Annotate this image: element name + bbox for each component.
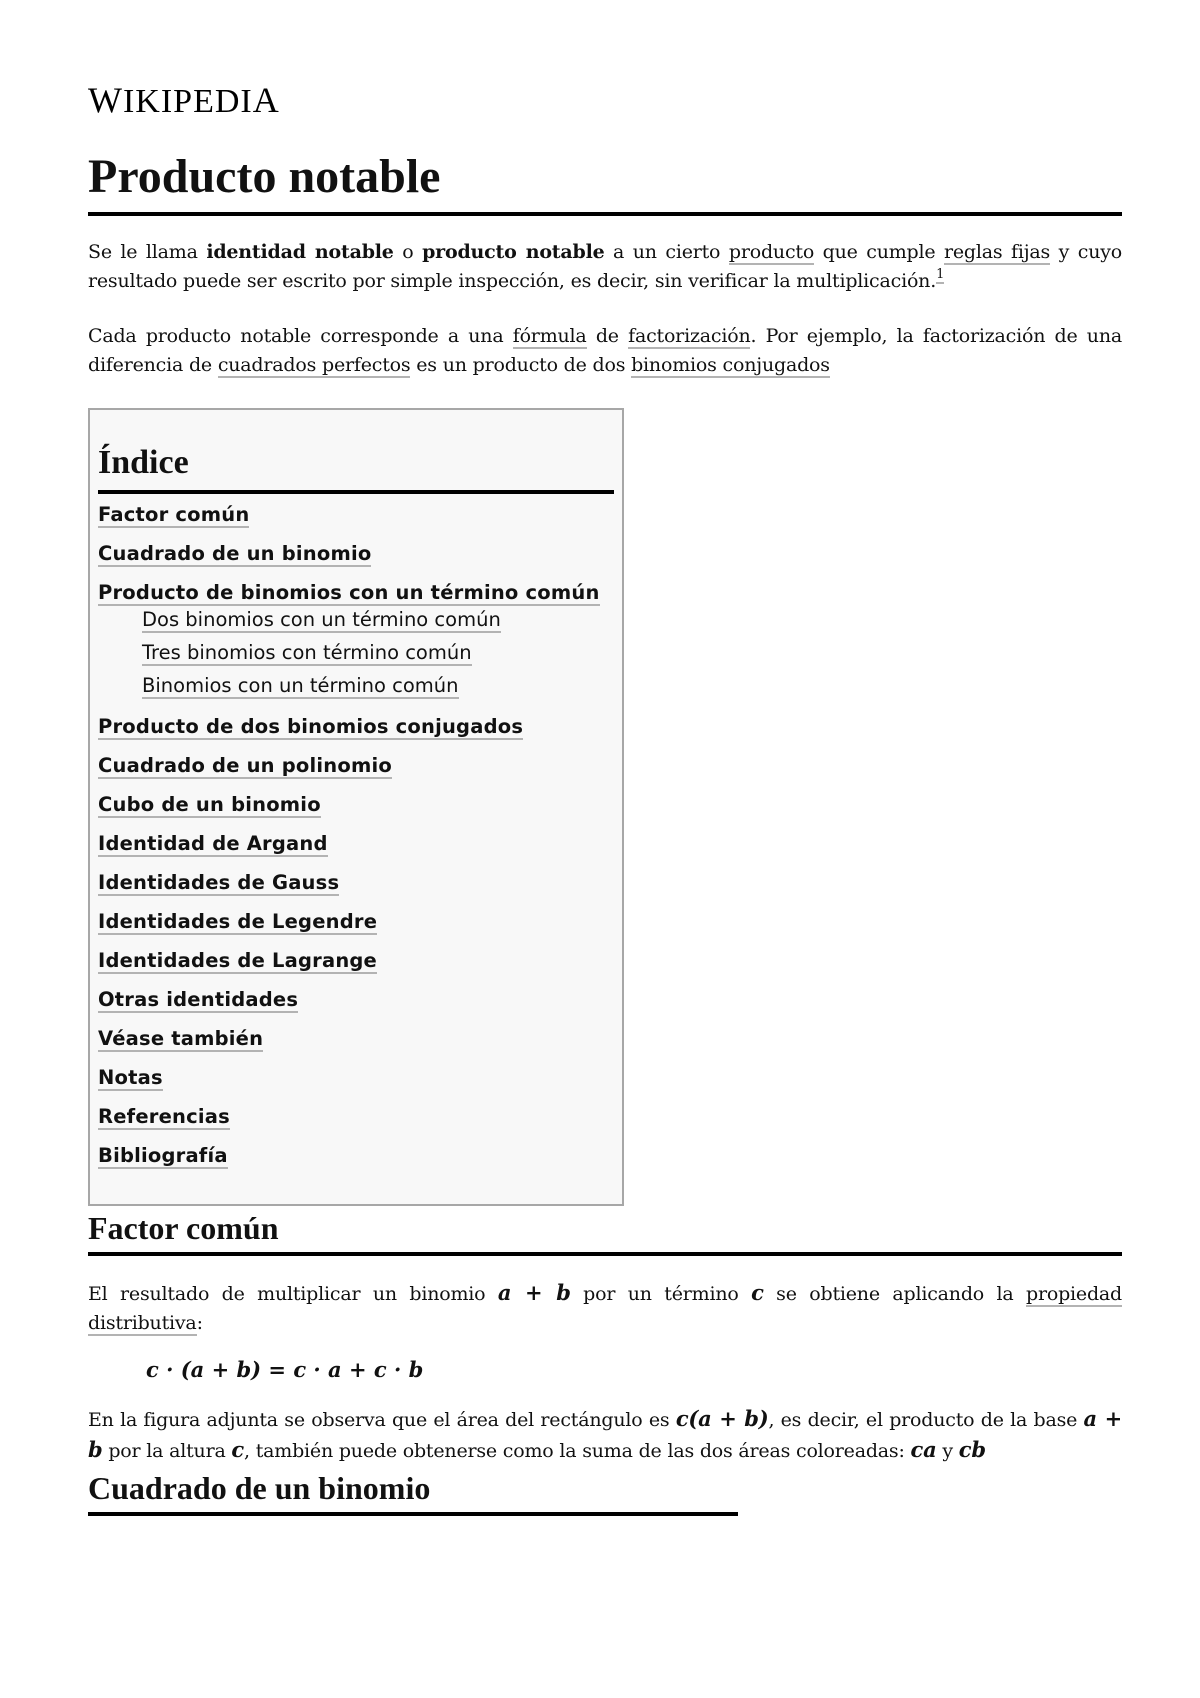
- factor-comun-paragraph-1: El resultado de multiplicar un binomio a + b por un término c se obtiene aplicando la propiedad distributiva:: [88, 1280, 1123, 1334]
- toc-subitem: [98, 639, 614, 667]
- toc-link-notas[interactable]: Notas: [98, 1066, 163, 1089]
- link-formula[interactable]: fórmula: [512, 325, 587, 347]
- toc-link-cubo-binomio[interactable]: Cubo de un binomio: [98, 793, 321, 816]
- reference-1[interactable]: 1: [936, 267, 945, 282]
- toc-item: [98, 502, 614, 528]
- toc-item: [98, 580, 614, 606]
- toc-subitem: [98, 672, 614, 700]
- toc-link-otras-identidades[interactable]: Otras identidades: [98, 988, 299, 1011]
- link-binomios-conjugados[interactable]: binomios conjugados: [631, 354, 830, 376]
- toc-item: [98, 1143, 614, 1169]
- toc-link-binomios-conjugados[interactable]: Producto de dos binomios conjugados: [98, 715, 524, 738]
- toc-item: [98, 831, 614, 857]
- toc-link-identidades-lagrange[interactable]: Identidades de Lagrange: [98, 949, 377, 972]
- toc-link-vease-tambien[interactable]: Véase también: [98, 1027, 264, 1050]
- toc-link-binomios-termino-comun[interactable]: Binomios con un término común: [142, 674, 459, 697]
- page-title: Producto notable: [88, 148, 1122, 216]
- math-expression: a + b: [497, 1280, 571, 1305]
- toc-link-identidades-legendre[interactable]: Identidades de Legendre: [98, 910, 378, 933]
- formula-factor-comun: c · (a + b) = c · a + c · b: [146, 1357, 424, 1382]
- link-reglas-fijas[interactable]: reglas fijas: [944, 241, 1051, 263]
- math-expression: cb: [958, 1437, 986, 1462]
- intro-paragraph-1: Se le llama identidad notable o producto notable a un cierto producto que cumple reglas fijas y cuyo resultado puede ser escrito por simple inspección, es decir, sin verificar la multiplicación.$^1$: [88, 241, 1123, 292]
- link-propiedad-distributiva[interactable]: propiedad distributiva: [88, 1283, 1123, 1334]
- math-expression: a + b: [88, 1406, 1122, 1462]
- toc-link-cuadrado-binomio[interactable]: Cuadrado de un binomio: [98, 542, 372, 565]
- toc-link-tres-binomios[interactable]: Tres binomios con término común: [142, 641, 472, 664]
- toc-title: Índice: [98, 436, 614, 494]
- toc-link-factor-comun[interactable]: Factor común: [98, 503, 250, 526]
- toc-link-bibliografia[interactable]: Bibliografía: [98, 1144, 228, 1167]
- toc-item: [98, 792, 614, 818]
- toc-item: [98, 1065, 614, 1091]
- toc-link-cuadrado-polinomio[interactable]: Cuadrado de un polinomio: [98, 754, 392, 777]
- math-expression: c: [751, 1280, 764, 1305]
- factor-comun-paragraph-2: En la figura adjunta se observa que el área del rectángulo es c(a + b), es decir, el producto de la base a + b por la altura c, también puede obtenerse como la suma de las dos áreas coloreadas: ca y cb: [88, 1406, 1122, 1462]
- toc-item: [98, 909, 614, 935]
- link-factorizacion[interactable]: factorización: [628, 325, 751, 347]
- toc-list: [98, 502, 614, 1169]
- wikipedia-logo[interactable]: WIKIPEDIA: [88, 80, 280, 120]
- table-of-contents: [88, 408, 624, 1206]
- toc-link-identidad-argand[interactable]: Identidad de Argand: [98, 832, 328, 855]
- toc-item: [98, 541, 614, 567]
- toc-link-identidades-gauss[interactable]: Identidades de Gauss: [98, 871, 340, 894]
- article-content: [88, 80, 1122, 1516]
- link-producto[interactable]: producto: [728, 241, 815, 263]
- toc-item: [98, 1026, 614, 1052]
- section-heading-cuadrado-binomio: Cuadrado de un binomio: [88, 1466, 738, 1516]
- section-heading-factor-comun: Factor común: [88, 1206, 1122, 1256]
- toc-item: [98, 1104, 614, 1130]
- toc-item: [98, 948, 614, 974]
- link-cuadrados-perfectos[interactable]: cuadrados perfectos: [217, 354, 411, 376]
- intro-paragraph-2: Cada producto notable corresponde a una fórmula de factorización. Por ejemplo, la factorización de una diferencia de cuadrados perfectos es un producto de dos binomios conjugados: [88, 325, 1122, 376]
- math-expression: c: [231, 1437, 245, 1462]
- toc-subitem: [98, 606, 614, 634]
- toc-link-dos-binomios[interactable]: Dos binomios con un término común: [142, 608, 501, 631]
- toc-item: [98, 753, 614, 779]
- math-expression: c(a + b): [675, 1406, 769, 1431]
- toc-item: [98, 870, 614, 896]
- toc-link-referencias[interactable]: Referencias: [98, 1105, 230, 1128]
- math-expression: ca: [910, 1437, 937, 1462]
- toc-link-producto-binomios-termino-comun[interactable]: Producto de binomios con un término común: [98, 581, 600, 604]
- toc-item: [98, 714, 614, 740]
- toc-item: [98, 987, 614, 1013]
